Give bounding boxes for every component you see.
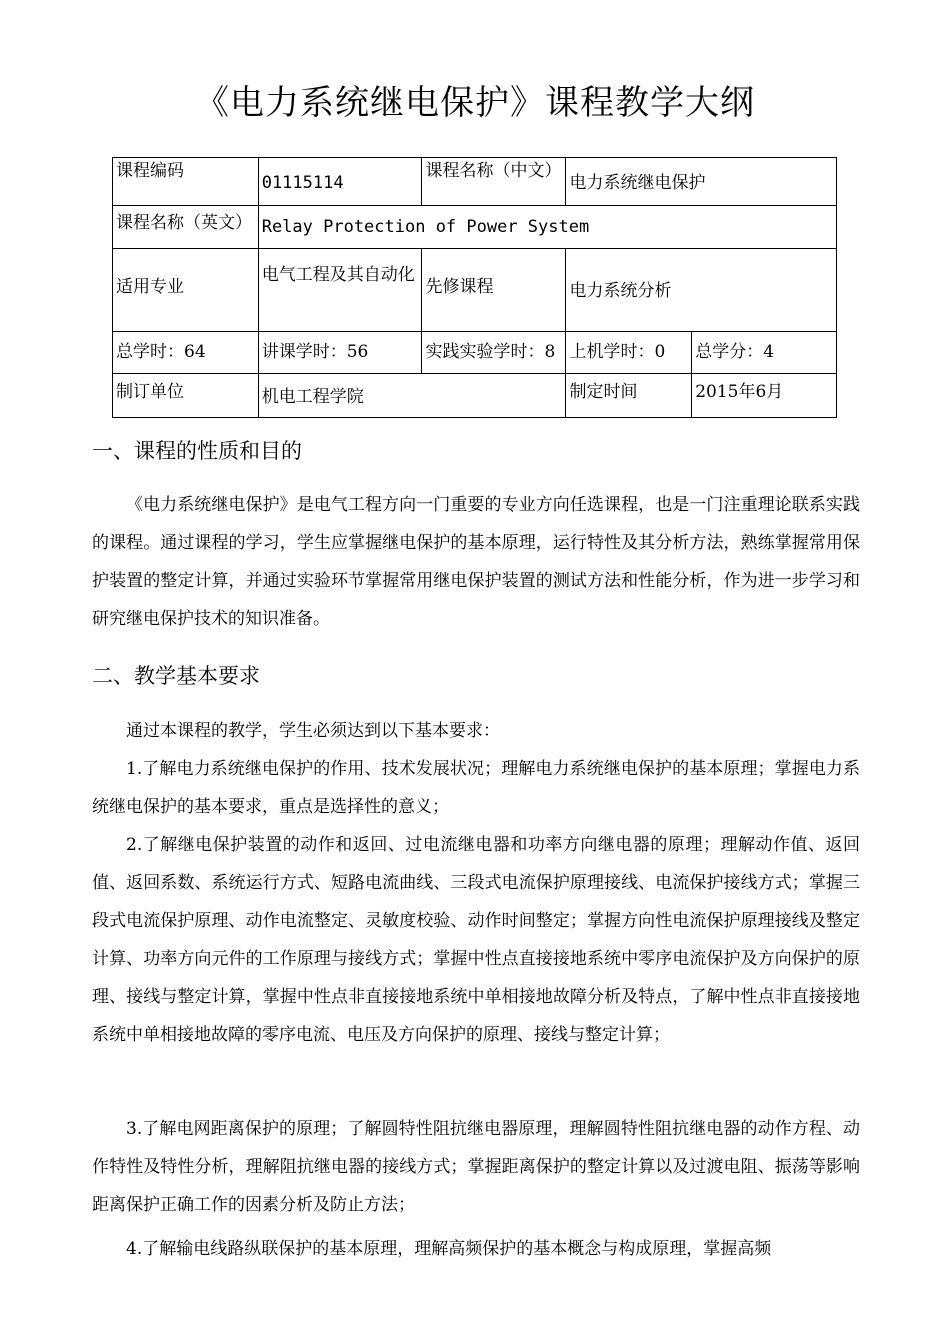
lecture-hours: 讲课学时：56: [261, 342, 369, 362]
unit-label: 制订单位: [116, 382, 184, 402]
requirement-item-2: 2.了解继电保护装置的动作和返回、过电流继电器和功率方向继电器的原理；理解动作值、返回值、返回系数、系统运行方式、短路电流曲线、三段式电流保护原理接线、电流保护接线方式；掌握三段式电流保护原理、动作电流整定、灵敏度校验、动作时间整定；掌握方向性电流保护原理接线及整定计算、功率方向元件的工作原理与接线方式；掌握中性点直接接地系统中零序电流保护及方向保护的原理、接线与整定计算，掌握中性点非直接接地系统中单相接地故障分析及特点，了解中性点非直接接地系统中单相接地故障的零序电流、电压及方向保护的原理、接线与整定计算；: [92, 835, 860, 1045]
total-credits: 总学分：4: [695, 342, 775, 362]
unit-value: 机电工程学院: [261, 387, 364, 407]
requirement-item-4: 4.了解输电线路纵联保护的基本原理，理解高频保护的基本概念与构成原理，掌握高频: [126, 1239, 772, 1259]
document-title: 《电力系统继电保护》课程教学大纲: [195, 83, 755, 123]
course-name-en-value: Relay Protection of Power System: [261, 217, 590, 237]
major-value: 电气工程及其自动化: [261, 265, 415, 285]
prereq-value: 电力系统分析: [569, 281, 672, 301]
section2-intro: 通过本课程的教学，学生必须达到以下基本要求：: [126, 721, 500, 741]
course-name-cn-label: 课程名称（中文）: [422, 158, 566, 206]
prereq-label: 先修课程: [425, 277, 494, 297]
course-name-en-label: 课程名称（英文）: [113, 206, 259, 249]
date-label: 制定时间: [569, 382, 638, 402]
course-info-table: [112, 157, 837, 418]
lab-hours: 实践实验学时：8: [425, 342, 556, 362]
date-value: 2015年6月: [695, 382, 784, 402]
major-label: 适用专业: [116, 277, 184, 297]
course-code-label: 课程编码: [113, 158, 259, 206]
requirement-item-1: 1.了解电力系统继电保护的作用、技术发展状况；理解电力系统继电保护的基本原理；掌握电力系统继电保护的基本要求，重点是选择性的意义；: [92, 759, 860, 817]
requirement-item-3: 3.了解电网距离保护的原理；了解圆特性阻抗继电器原理，理解圆特性阻抗继电器的动作方程、动作特性及特性分析，理解阻抗继电器的接线方式；掌握距离保护的整定计算以及过渡电阻、振荡等影响距离保护正确工作的因素分析及防止方法；: [92, 1119, 860, 1215]
course-name-cn-value: 电力系统继电保护: [569, 173, 706, 193]
section1-body: 《电力系统继电保护》是电气工程方向一门重要的专业方向任选课程，也是一门注重理论联系实践的课程。通过课程的学习，学生应掌握继电保护的基本原理，运行特性及其分析方法，熟练掌握常用保护装置的整定计算，并通过实验环节掌握常用继电保护装置的测试方法和性能分析，作为进一步学习和研究继电保护技术的知识准备。: [92, 495, 860, 629]
section2-heading: 二、教学基本要求: [92, 664, 260, 688]
total-hours: 总学时：64: [116, 342, 206, 362]
course-code-value: 01115114: [261, 173, 344, 193]
computer-hours: 上机学时：0: [569, 342, 666, 362]
section1-heading: 一、课程的性质和目的: [92, 439, 302, 463]
